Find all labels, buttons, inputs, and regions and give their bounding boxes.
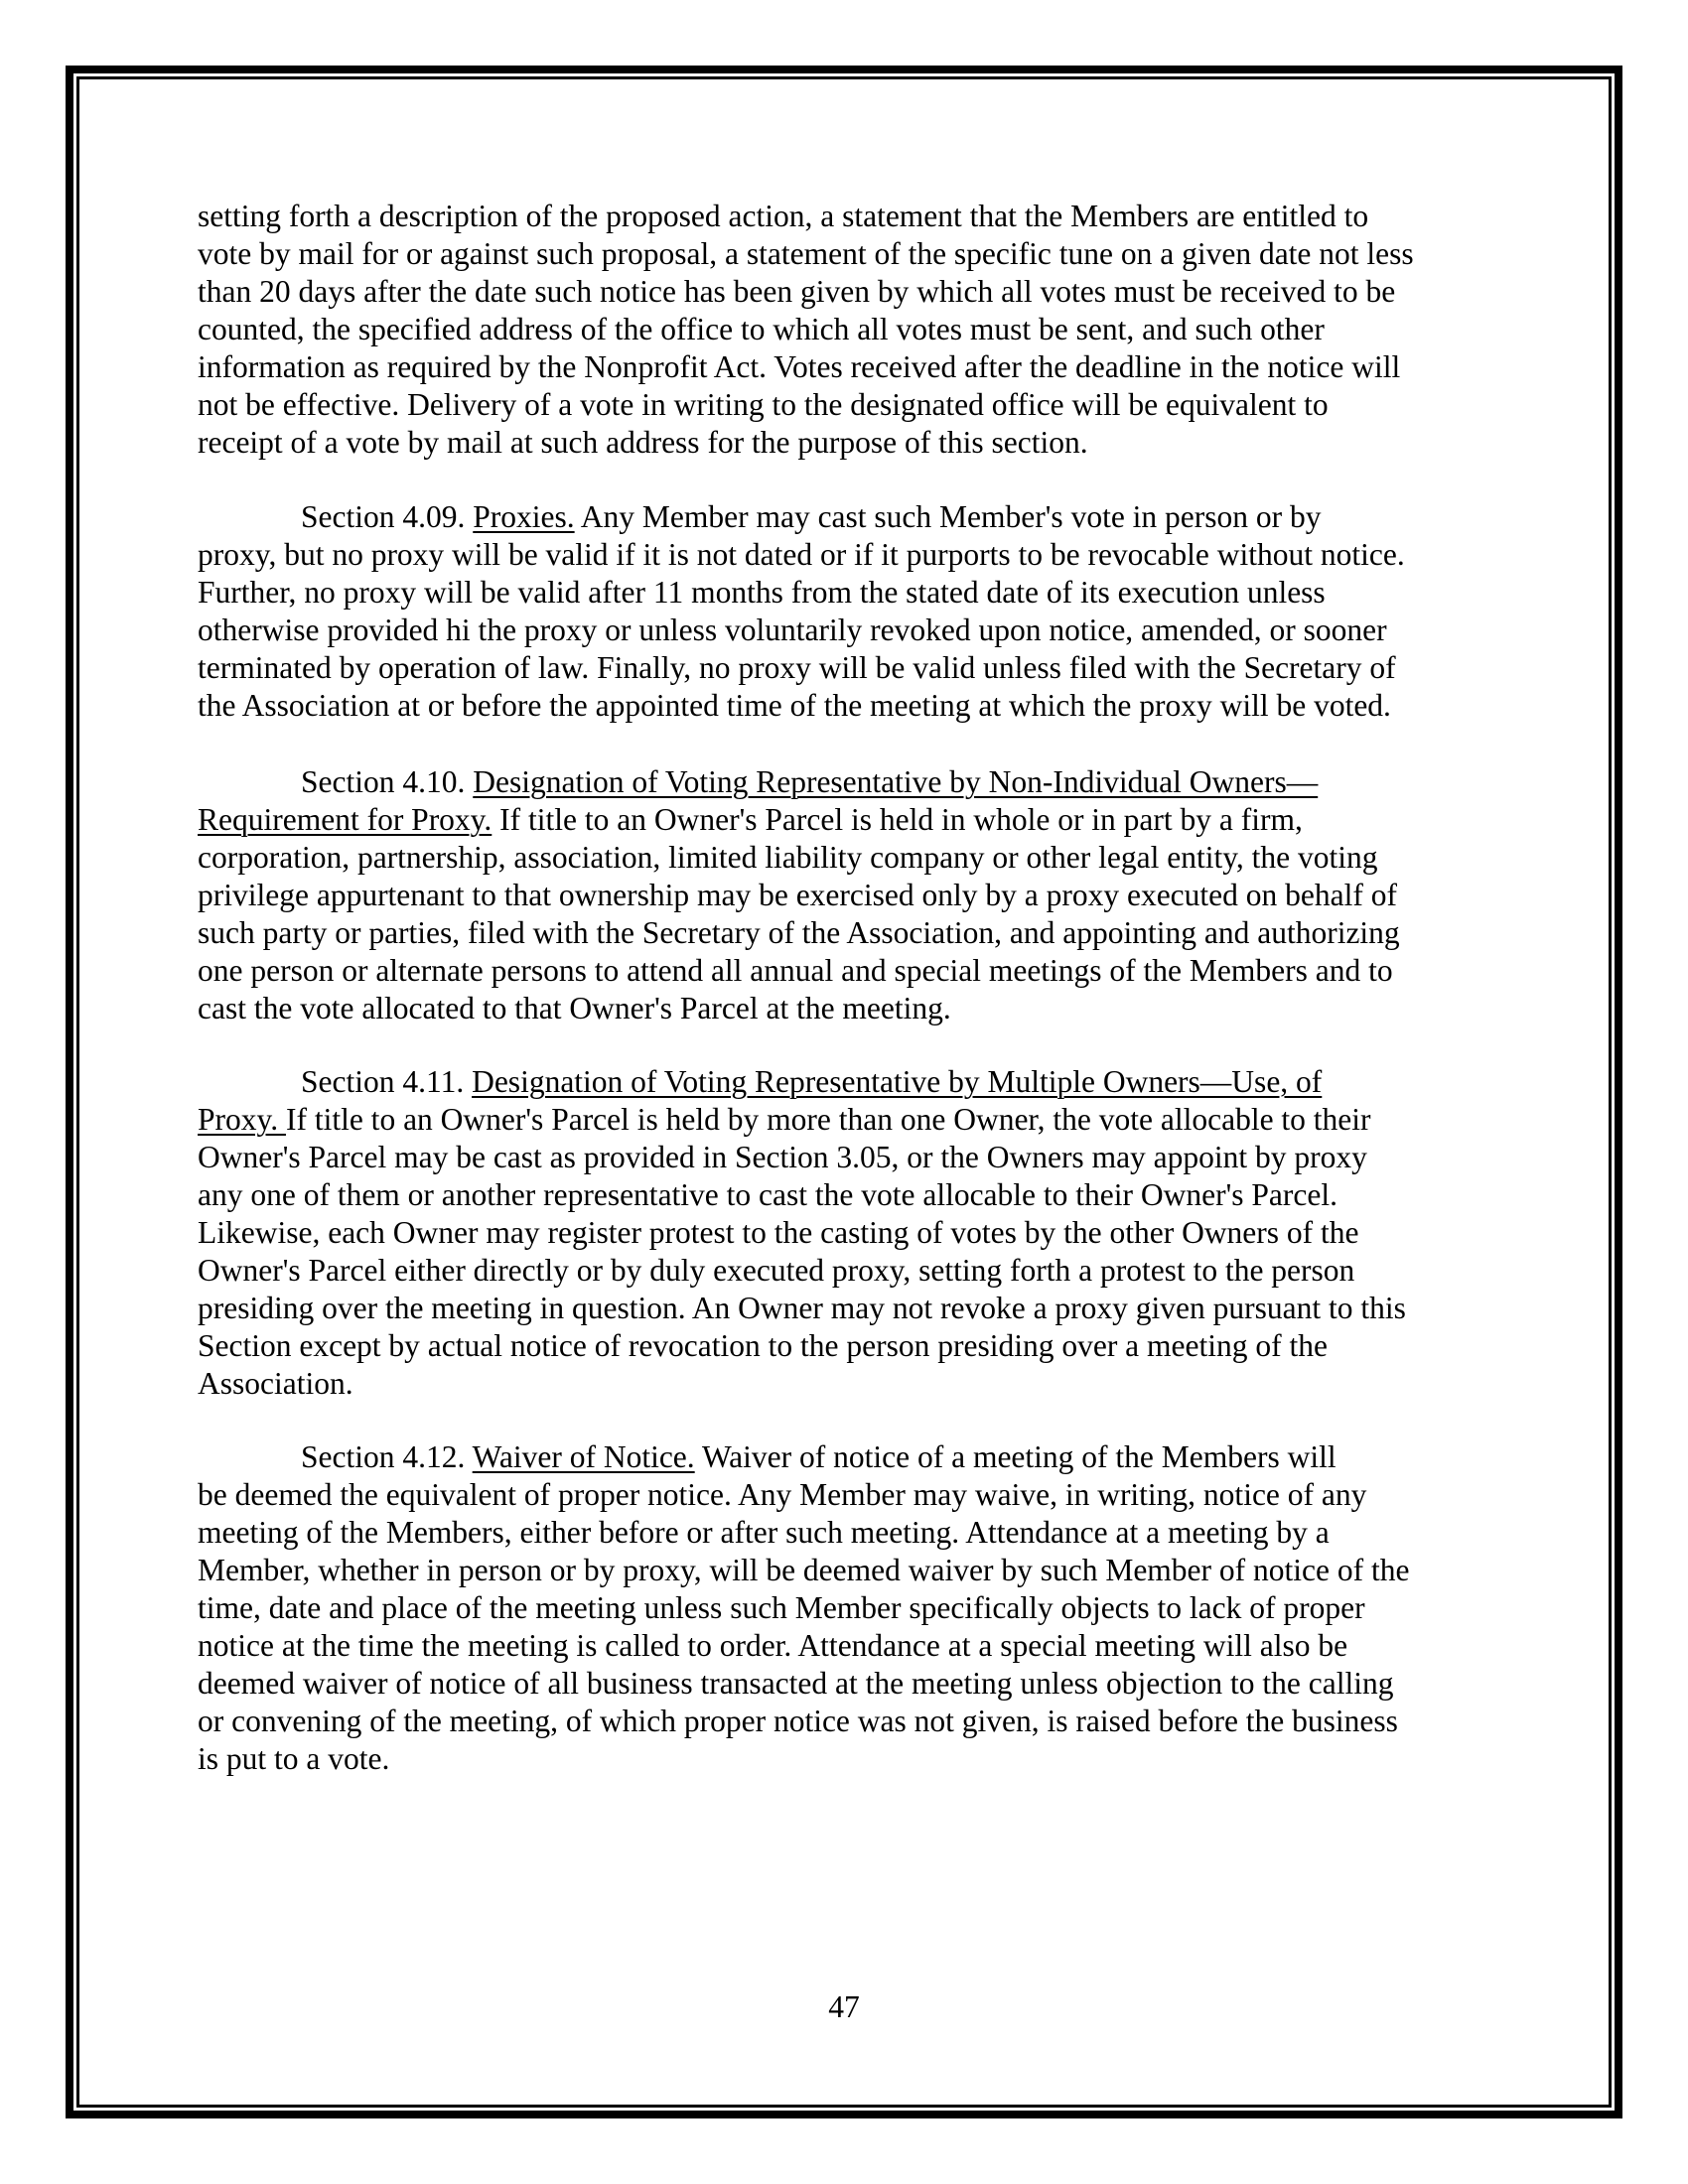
text-line: one person or alternate persons to attend all annual and special meetings of the Members and to	[198, 953, 1393, 988]
section-heading-continued: Proxy.	[198, 1102, 286, 1137]
section-first-line	[198, 1438, 1488, 1476]
text-line: the Association at or before the appointed time of the meeting at which the proxy will be voted.	[198, 688, 1391, 723]
text-run: If title to an Owner's Parcel is held in whole or in part by a firm,	[492, 802, 1303, 837]
section-second-line	[198, 1101, 1488, 1139]
text-line: any one of them or another representative to cast the vote allocable to their Owner's Parcel.	[198, 1177, 1337, 1212]
text-run: Waiver of notice of a meeting of the Members will	[694, 1439, 1336, 1474]
section-heading: Proxies.	[473, 499, 575, 534]
text-line: vote by mail for or against such proposal, a statement of the specific tune on a given date not less	[198, 236, 1414, 271]
text-line: than 20 days after the date such notice has been given by which all votes must be received to be	[198, 274, 1396, 309]
text-line: meeting of the Members, either before or after such meeting. Attendance at a meeting by a	[198, 1515, 1330, 1550]
section-label: Section 4.09.	[301, 499, 474, 534]
section-second-line	[198, 801, 1488, 839]
text-run: If title to an Owner's Parcel is held by more than one Owner, the vote allocable to their	[285, 1102, 1371, 1137]
text-line: Section except by actual notice of revocation to the person presiding over a meeting of the	[198, 1328, 1328, 1363]
text-line: Owner's Parcel either directly or by duly executed proxy, setting forth a protest to the person	[198, 1253, 1355, 1288]
text-line: Further, no proxy will be valid after 11 months from the stated date of its execution unless	[198, 575, 1326, 610]
text-line: presiding over the meeting in question. An Owner may not revoke a proxy given pursuant to this	[198, 1291, 1406, 1325]
section-heading: Waiver of Notice.	[472, 1439, 695, 1474]
text-line: privilege appurtenant to that ownership may be exercised only by a proxy executed on behalf of	[198, 878, 1397, 912]
section-first-line	[198, 763, 1488, 801]
section-4-12	[198, 1438, 1488, 1778]
section-first-line	[198, 498, 1488, 536]
text-line: notice at the time the meeting is called to order. Attendance at a special meeting will also be	[198, 1628, 1348, 1663]
text-line: proxy, but no proxy will be valid if it is not dated or if it purports to be revocable without notice.	[198, 537, 1405, 572]
text-line: Likewise, each Owner may register protest to the casting of votes by the other Owners of the	[198, 1215, 1359, 1250]
text-line: terminated by operation of law. Finally, no proxy will be valid unless filed with the Secretary of	[198, 650, 1396, 685]
text-line: such party or parties, filed with the Secretary of the Association, and appointing and authorizing	[198, 915, 1400, 950]
text-line: information as required by the Nonprofit Act. Votes received after the deadline in the notice will	[198, 349, 1401, 384]
section-heading: Designation of Voting Representative by Non-Individual Owners—	[473, 764, 1319, 799]
paragraph-continuation	[198, 198, 1488, 462]
section-4-09	[198, 498, 1488, 725]
text-line: time, date and place of the meeting unless such Member specifically objects to lack of proper	[198, 1590, 1365, 1625]
text-line: or convening of the meeting, of which proper notice was not given, is raised before the business	[198, 1704, 1398, 1738]
text-line: cast the vote allocated to that Owner's Parcel at the meeting.	[198, 991, 951, 1025]
section-label: Section 4.10.	[301, 764, 474, 799]
section-label: Section 4.12.	[301, 1439, 473, 1474]
text-line: setting forth a description of the proposed action, a statement that the Members are entitled to	[198, 199, 1369, 233]
section-4-10	[198, 763, 1488, 1027]
section-4-11	[198, 1063, 1488, 1403]
text-line: be deemed the equivalent of proper notice. Any Member may waive, in writing, notice of any	[198, 1477, 1367, 1512]
text-run: Any Member may cast such Member's vote in person or by	[574, 499, 1322, 534]
text-line: Association.	[198, 1366, 353, 1401]
section-first-line	[198, 1063, 1488, 1101]
text-line: receipt of a vote by mail at such address for the purpose of this section.	[198, 425, 1088, 460]
text-line: deemed waiver of notice of all business transacted at the meeting unless objection to the calling	[198, 1666, 1394, 1701]
section-label: Section 4.11.	[301, 1064, 473, 1099]
text-line: counted, the specified address of the office to which all votes must be sent, and such other	[198, 312, 1325, 346]
text-line: Owner's Parcel may be cast as provided in Section 3.05, or the Owners may appoint by proxy	[198, 1140, 1367, 1174]
text-line: not be effective. Delivery of a vote in writing to the designated office will be equivalent to	[198, 387, 1329, 422]
section-heading: Designation of Voting Representative by Multiple Owners—Use, of	[472, 1064, 1323, 1099]
text-line: Member, whether in person or by proxy, will be deemed waiver by such Member of notice of the	[198, 1553, 1410, 1587]
text-line: corporation, partnership, association, limited liability company or other legal entity, the voting	[198, 840, 1378, 875]
page-number: 47	[828, 1989, 860, 2024]
text-line: is put to a vote.	[198, 1741, 390, 1776]
text-line: otherwise provided hi the proxy or unless voluntarily revoked upon notice, amended, or sooner	[198, 613, 1387, 647]
section-heading-continued: Requirement for Proxy.	[198, 802, 492, 837]
